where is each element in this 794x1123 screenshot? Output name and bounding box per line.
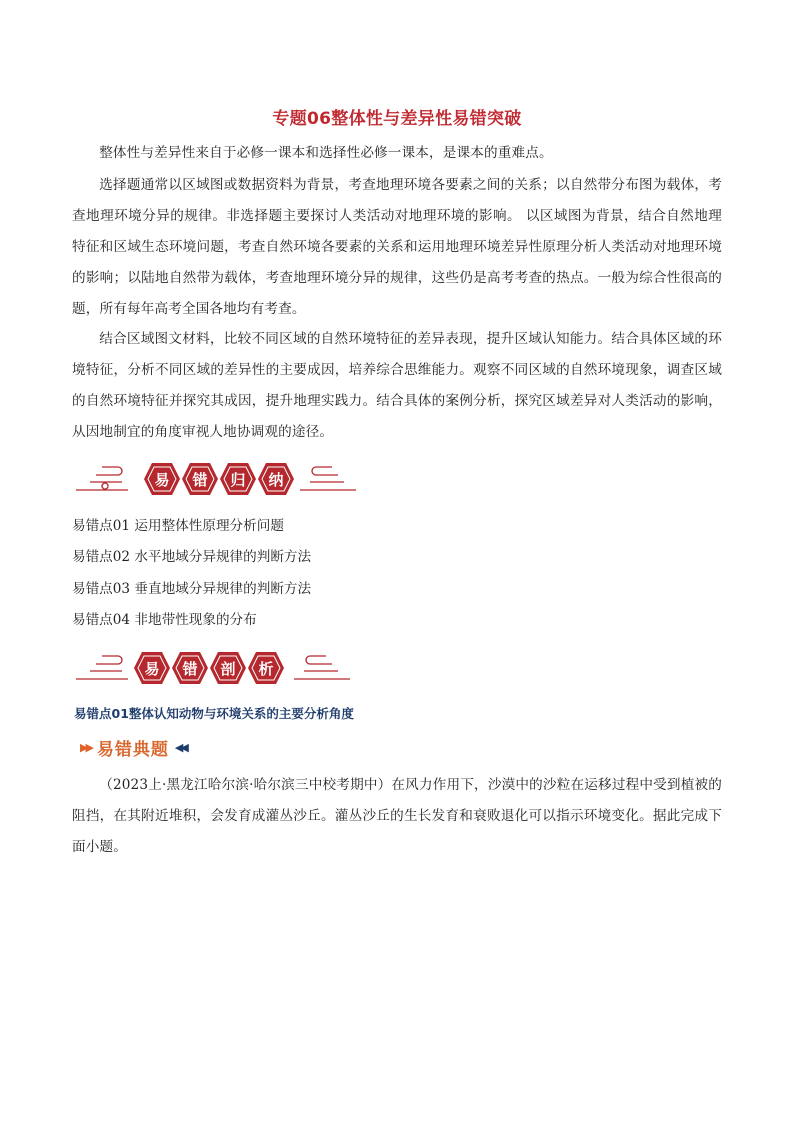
banner-right-ornament <box>294 656 350 679</box>
banner-right-ornament <box>300 467 356 490</box>
page-title: 专题06整体性与差异性易错突破 <box>272 109 522 129</box>
list-item: 易错点01 运用整体性原理分析问题 <box>72 518 284 534</box>
banner1-char-2: 错 <box>192 471 208 489</box>
banner2-char-1: 易 <box>144 660 160 678</box>
intro-paragraph: 整体性与差异性来自于必修一课本和选择性必修一课本，是课本的重难点。 <box>99 145 553 161</box>
banner1-char-4: 纳 <box>268 471 284 489</box>
banner-error-summary-graphic <box>72 456 362 502</box>
banner2-char-2: 错 <box>182 660 198 678</box>
banner2-char-4: 析 <box>258 660 274 678</box>
list-item: 易错点03 垂直地域分异规律的判断方法 <box>72 581 312 597</box>
banner-error-analysis-graphic <box>72 645 362 691</box>
banner-error-analysis <box>72 645 362 691</box>
list-item: 易错点02 水平地域分异规律的判断方法 <box>72 549 312 565</box>
list-item: 易错点04 非地带性现象的分布 <box>72 612 257 628</box>
banner-left-ornament <box>76 467 128 490</box>
triangle-right-icon: ▶▶ <box>80 740 91 754</box>
section-subheading: 易错点01整体认知动物与环境关系的主要分析角度 <box>74 706 354 721</box>
typical-question-label: 易错典题 <box>96 739 169 760</box>
banner1-char-1: 易 <box>154 471 170 489</box>
triangle-left-icon: ◀◀ <box>174 740 186 754</box>
banner2-char-3: 剖 <box>220 660 236 678</box>
banner1-char-3: 归 <box>230 471 246 489</box>
exam-paragraph: 选择题通常以区域图或数据资料为背景，考查地理环境各要素之间的关系；以自然带分布图为载体，考查地理环境分异的规律。非选择题主要探讨人类活动对地理环境的影响。 以区域图为背景，结合自然地理特征和区域生态环境问题，考查自然环境各要素的关系和运用地理环境差异性原理分析人类活动对地理环境的影响；以陆地自然带为载体，考查地理环境分异的规律，这些仍是高考考查的热点。一般为综合性很高的题，所有每年高考全国各地均有考查。 <box>72 177 722 317</box>
question-paragraph: （2023上·黑龙江哈尔滨·哈尔滨三中校考期中）在风力作用下，沙漠中的沙粒在运移过程中受到植被的阻挡，在其附近堆积，会发育成灌丛沙丘。灌丛沙丘的生长发育和衰败退化可以指示环境变化。据此完成下面小题。 <box>72 777 722 855</box>
goals-paragraph: 结合区域图文材料，比较不同区域的自然环境特征的差异表现，提升区域认知能力。结合具体区域的环境特征，分析不同区域的差异性的主要成因，培养综合思维能力。观察不同区域的自然环境现象，调查区域的自然环境特征并探究其成因，提升地理实践力。结合具体的案例分析，探究区域差异对人类活动的影响，从因地制宜的角度审视人地协调观的途径。 <box>72 331 722 440</box>
banner-left-ornament <box>76 656 128 679</box>
banner-error-summary <box>72 456 362 502</box>
typical-question-header <box>80 734 186 760</box>
